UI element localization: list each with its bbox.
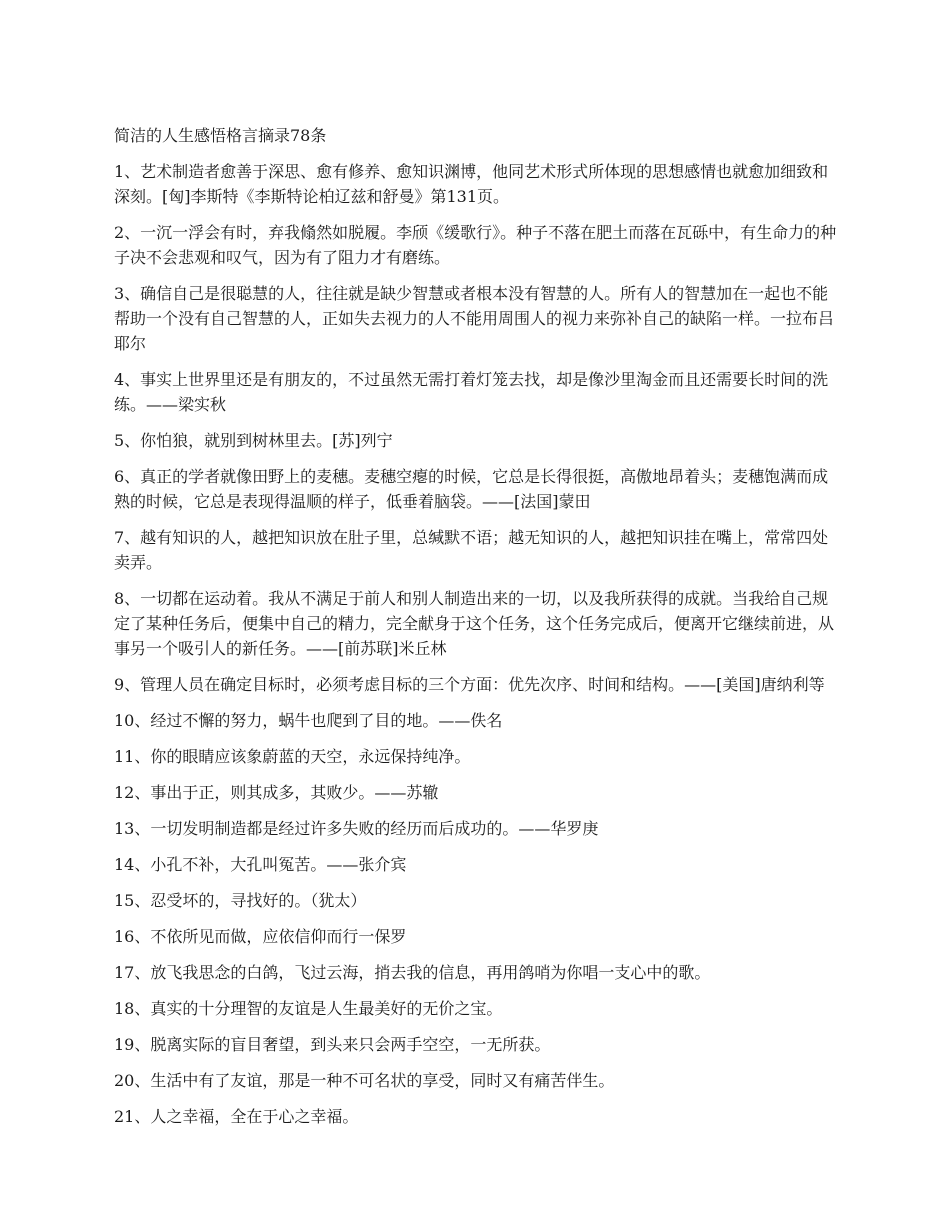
quote-paragraph: 7、越有知识的人，越把知识放在肚子里，总缄默不语；越无知识的人，越把知识挂在嘴上，常常四处卖弄。	[114, 528, 829, 572]
document-body	[114, 123, 844, 1140]
quote-paragraph: 9、管理人员在确定目标时，必须考虑目标的三个方面：优先次序、时间和结构。——[美国]唐纳利等	[114, 675, 825, 694]
quote-paragraph: 17、放飞我思念的白鸽，飞过云海，捎去我的信息，再用鸽哨为你唱一支心中的歌。	[114, 963, 711, 982]
quote-paragraph: 8、一切都在运动着。我从不满足于前人和别人制造出来的一切，以及我所获得的成就。当我给自己规定了某种任务后，便集中自己的精力，完全献身于这个任务，这个任务完成后，便离开它继续前进，从事另一个吸引人的新任务。——[前苏联]米丘林	[114, 589, 835, 658]
quote-paragraph: 1、艺术制造者愈善于深思、愈有修养、愈知识渊博，他同艺术形式所体现的思想感情也就愈加细致和深刻。[匈]李斯特《李斯特论柏辽兹和舒曼》第131页。	[114, 162, 829, 206]
quote-paragraph: 5、你怕狼，就别到树林里去。[苏]列宁	[114, 431, 393, 450]
quote-paragraph: 2、一沉一浮会有时，弃我翛然如脱履。李颀《缓歌行》。种子不落在肥土而落在瓦砾中，有生命力的种子决不会悲观和叹气，因为有了阻力才有磨练。	[114, 223, 837, 267]
document-title: 简洁的人生感悟格言摘录78条	[114, 126, 327, 145]
quote-paragraph: 15、忍受坏的，寻找好的。（犹太）	[114, 891, 367, 910]
quote-paragraph: 21、人之幸福，全在于心之幸福。	[114, 1107, 359, 1126]
quote-paragraph: 18、真实的十分理智的友谊是人生最美好的无价之宝。	[114, 999, 503, 1018]
quote-paragraph: 13、一切发明制造都是经过许多失败的经历而后成功的。——华罗庚	[114, 819, 599, 838]
quote-paragraph: 3、确信自己是很聪慧的人，往往就是缺少智慧或者根本没有智慧的人。所有人的智慧加在一起也不能帮助一个没有自己智慧的人，正如失去视力的人不能用周围人的视力来弥补自己的缺陷一样。一拉布吕耶尔	[114, 284, 835, 353]
quote-paragraph: 20、生活中有了友谊，那是一种不可名状的享受，同时又有痛苦伴生。	[114, 1071, 615, 1090]
quote-paragraph: 19、脱离实际的盲目奢望，到头来只会两手空空，一无所获。	[114, 1035, 551, 1054]
quote-paragraph: 4、事实上世界里还是有朋友的，不过虽然无需打着灯笼去找，却是像沙里淘金而且还需要长时间的洗练。——梁实秋	[114, 370, 829, 414]
quote-paragraph: 10、经过不懈的努力，蜗牛也爬到了目的地。——佚名	[114, 711, 503, 730]
quote-paragraph: 14、小孔不补，大孔叫冤苦。——张介宾	[114, 855, 407, 874]
quote-paragraph: 16、不依所见而做，应依信仰而行一保罗	[114, 927, 407, 946]
quote-paragraph: 6、真正的学者就像田野上的麦穗。麦穗空瘪的时候，它总是长得很挺，高傲地昂着头；麦穗饱满而成熟的时候，它总是表现得温顺的样子，低垂着脑袋。——[法国]蒙田	[114, 467, 829, 511]
quote-paragraph: 11、你的眼睛应该象蔚蓝的天空，永远保持纯净。	[114, 747, 471, 766]
quote-paragraph: 12、事出于正，则其成多，其败少。——苏辙	[114, 783, 439, 802]
